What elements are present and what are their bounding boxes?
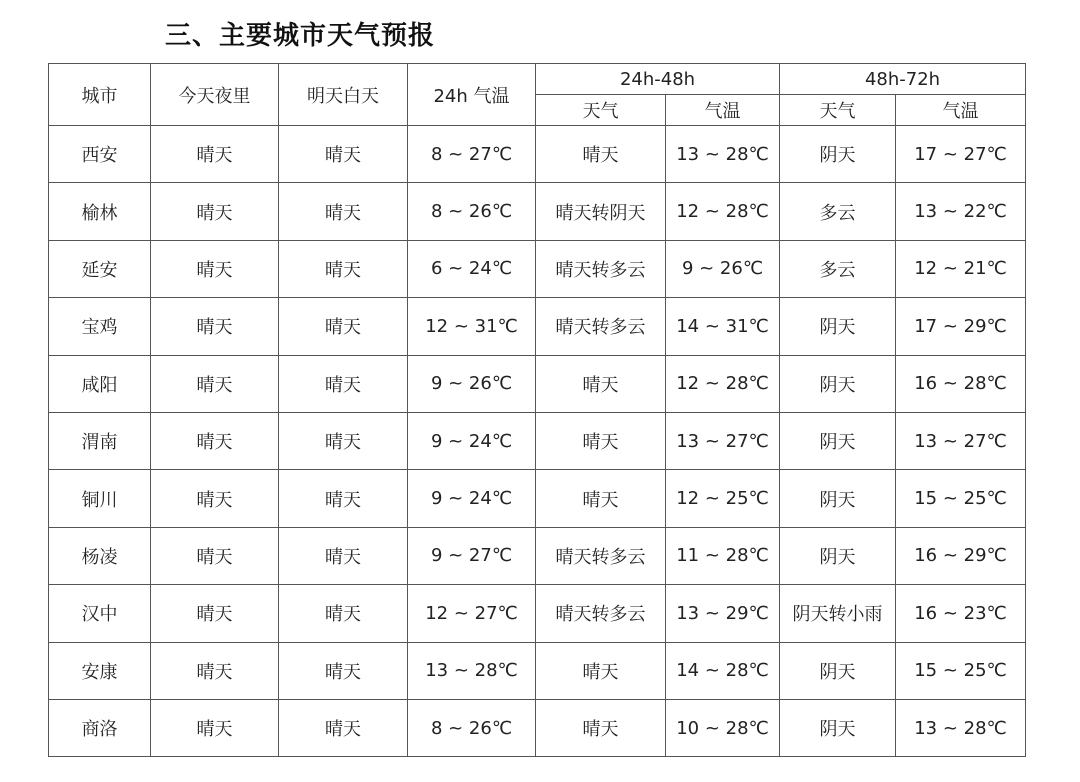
cell-temp-24-48h: 11 ~ 28℃	[666, 527, 780, 584]
cell-weather-24-48h: 晴天	[536, 470, 666, 527]
cell-temp-24h: 12 ~ 27℃	[408, 585, 536, 642]
cell-weather-24-48h: 晴天	[536, 412, 666, 469]
cell-weather-48-72h: 阴天	[780, 527, 896, 584]
cell-tomorrow-day: 晴天	[279, 298, 408, 355]
cell-temp-24-48h: 14 ~ 28℃	[666, 642, 780, 699]
cell-city: 杨凌	[49, 527, 151, 584]
cell-temp-24-48h: 12 ~ 28℃	[666, 183, 780, 240]
header-temp-24-48h: 气温	[666, 95, 780, 126]
cell-tomorrow-day: 晴天	[279, 240, 408, 297]
table-row	[49, 642, 1026, 699]
header-tomorrow-day: 明天白天	[279, 64, 408, 126]
cell-temp-24-48h: 13 ~ 29℃	[666, 585, 780, 642]
table-row	[49, 126, 1026, 183]
cell-weather-48-72h: 多云	[780, 183, 896, 240]
cell-tomorrow-day: 晴天	[279, 699, 408, 756]
header-weather-24-48h: 天气	[536, 95, 666, 126]
table-row	[49, 355, 1026, 412]
cell-tonight: 晴天	[151, 183, 279, 240]
cell-weather-48-72h: 阴天	[780, 642, 896, 699]
cell-temp-48-72h: 16 ~ 29℃	[896, 527, 1026, 584]
cell-tonight: 晴天	[151, 527, 279, 584]
cell-weather-48-72h: 阴天	[780, 126, 896, 183]
table-row	[49, 470, 1026, 527]
cell-weather-24-48h: 晴天转多云	[536, 240, 666, 297]
cell-temp-24h: 9 ~ 24℃	[408, 470, 536, 527]
cell-temp-48-72h: 12 ~ 21℃	[896, 240, 1026, 297]
cell-weather-24-48h: 晴天	[536, 699, 666, 756]
cell-tomorrow-day: 晴天	[279, 527, 408, 584]
table-row	[49, 240, 1026, 297]
cell-weather-48-72h: 阴天	[780, 699, 896, 756]
table-row	[49, 585, 1026, 642]
cell-temp-48-72h: 13 ~ 22℃	[896, 183, 1026, 240]
cell-city: 延安	[49, 240, 151, 297]
cell-tonight: 晴天	[151, 240, 279, 297]
cell-temp-24-48h: 13 ~ 28℃	[666, 126, 780, 183]
cell-weather-24-48h: 晴天转多云	[536, 585, 666, 642]
cell-temp-48-72h: 16 ~ 28℃	[896, 355, 1026, 412]
table-row	[49, 183, 1026, 240]
cell-temp-24h: 8 ~ 26℃	[408, 183, 536, 240]
cell-temp-24-48h: 9 ~ 26℃	[666, 240, 780, 297]
cell-tomorrow-day: 晴天	[279, 183, 408, 240]
cell-weather-24-48h: 晴天转多云	[536, 298, 666, 355]
header-group-48-72h: 48h-72h	[780, 64, 1026, 95]
header-row-primary	[49, 64, 1026, 95]
table-row	[49, 298, 1026, 355]
cell-temp-24-48h: 12 ~ 28℃	[666, 355, 780, 412]
header-group-24-48h: 24h-48h	[536, 64, 780, 95]
cell-city: 商洛	[49, 699, 151, 756]
cell-tonight: 晴天	[151, 126, 279, 183]
table-header	[49, 64, 1026, 126]
cell-weather-24-48h: 晴天转阴天	[536, 183, 666, 240]
cell-tonight: 晴天	[151, 355, 279, 412]
cell-weather-48-72h: 阴天	[780, 470, 896, 527]
cell-temp-24-48h: 13 ~ 27℃	[666, 412, 780, 469]
cell-tomorrow-day: 晴天	[279, 585, 408, 642]
cell-temp-48-72h: 15 ~ 25℃	[896, 470, 1026, 527]
cell-city: 铜川	[49, 470, 151, 527]
cell-city: 安康	[49, 642, 151, 699]
page-title: 三、主要城市天气预报	[165, 21, 436, 51]
cell-temp-24h: 12 ~ 31℃	[408, 298, 536, 355]
cell-city: 宝鸡	[49, 298, 151, 355]
cell-weather-24-48h: 晴天转多云	[536, 527, 666, 584]
header-temp-24h: 24h 气温	[408, 64, 536, 126]
cell-tonight: 晴天	[151, 412, 279, 469]
cell-weather-24-48h: 晴天	[536, 642, 666, 699]
table-row	[49, 699, 1026, 756]
cell-city: 榆林	[49, 183, 151, 240]
cell-weather-48-72h: 阴天	[780, 298, 896, 355]
forecast-table	[48, 63, 1026, 757]
cell-tomorrow-day: 晴天	[279, 355, 408, 412]
table-row	[49, 412, 1026, 469]
table-row	[49, 527, 1026, 584]
cell-temp-24h: 6 ~ 24℃	[408, 240, 536, 297]
cell-tonight: 晴天	[151, 470, 279, 527]
cell-weather-48-72h: 阴天转小雨	[780, 585, 896, 642]
cell-temp-24-48h: 12 ~ 25℃	[666, 470, 780, 527]
cell-weather-48-72h: 阴天	[780, 412, 896, 469]
cell-temp-48-72h: 17 ~ 27℃	[896, 126, 1026, 183]
cell-city: 渭南	[49, 412, 151, 469]
header-temp-48-72h: 气温	[896, 95, 1026, 126]
cell-temp-24h: 8 ~ 26℃	[408, 699, 536, 756]
cell-temp-24h: 9 ~ 27℃	[408, 527, 536, 584]
cell-tonight: 晴天	[151, 298, 279, 355]
cell-temp-48-72h: 17 ~ 29℃	[896, 298, 1026, 355]
cell-temp-24h: 9 ~ 26℃	[408, 355, 536, 412]
cell-tonight: 晴天	[151, 699, 279, 756]
cell-temp-48-72h: 16 ~ 23℃	[896, 585, 1026, 642]
cell-temp-24h: 9 ~ 24℃	[408, 412, 536, 469]
cell-tomorrow-day: 晴天	[279, 642, 408, 699]
cell-tomorrow-day: 晴天	[279, 126, 408, 183]
cell-temp-24h: 8 ~ 27℃	[408, 126, 536, 183]
header-city: 城市	[49, 64, 151, 126]
cell-tonight: 晴天	[151, 585, 279, 642]
cell-weather-24-48h: 晴天	[536, 126, 666, 183]
cell-city: 西安	[49, 126, 151, 183]
cell-weather-48-72h: 阴天	[780, 355, 896, 412]
cell-temp-48-72h: 13 ~ 28℃	[896, 699, 1026, 756]
cell-weather-24-48h: 晴天	[536, 355, 666, 412]
cell-temp-48-72h: 13 ~ 27℃	[896, 412, 1026, 469]
cell-city: 咸阳	[49, 355, 151, 412]
cell-tomorrow-day: 晴天	[279, 470, 408, 527]
cell-city: 汉中	[49, 585, 151, 642]
cell-temp-24-48h: 10 ~ 28℃	[666, 699, 780, 756]
header-tonight: 今天夜里	[151, 64, 279, 126]
cell-temp-48-72h: 15 ~ 25℃	[896, 642, 1026, 699]
header-weather-48-72h: 天气	[780, 95, 896, 126]
cell-tomorrow-day: 晴天	[279, 412, 408, 469]
cell-temp-24h: 13 ~ 28℃	[408, 642, 536, 699]
cell-temp-24-48h: 14 ~ 31℃	[666, 298, 780, 355]
cell-weather-48-72h: 多云	[780, 240, 896, 297]
table-body	[49, 126, 1026, 757]
cell-tonight: 晴天	[151, 642, 279, 699]
